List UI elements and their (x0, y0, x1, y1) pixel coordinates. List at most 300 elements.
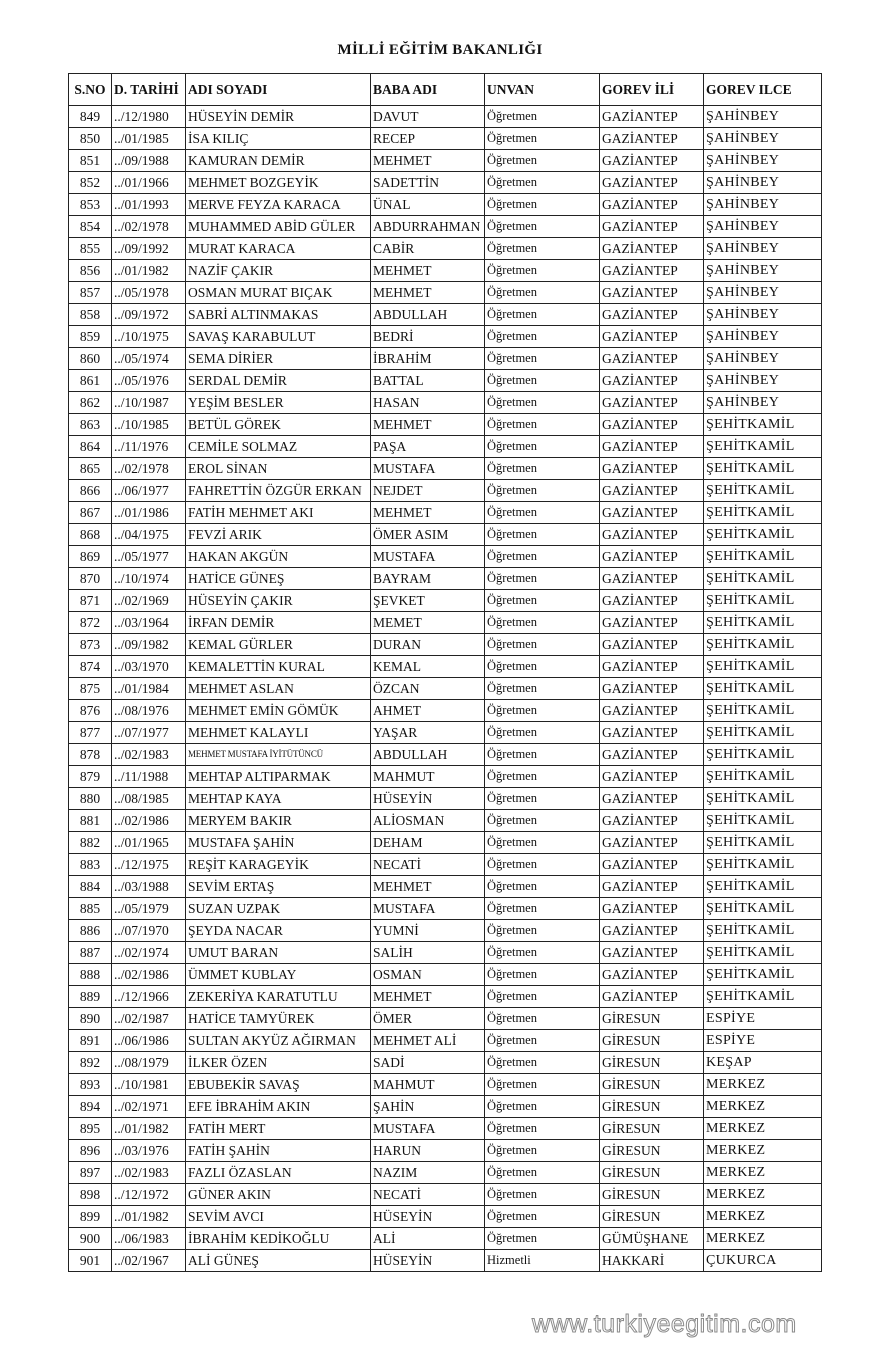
cell-sno: 882 (69, 832, 112, 854)
cell-full-name: MEHMET ASLAN (186, 678, 371, 700)
cell-birth-date: ../11/1976 (112, 436, 186, 458)
column-header-father-name: BABA ADI (371, 74, 485, 106)
cell-title: Öğretmen (485, 348, 600, 370)
cell-full-name: FATİH MEHMET AKI (186, 502, 371, 524)
table-row (69, 986, 822, 1008)
cell-province: GİRESUN (600, 1118, 704, 1140)
table-row (69, 1228, 822, 1250)
cell-sno: 864 (69, 436, 112, 458)
cell-district: ŞAHİNBEY (704, 370, 822, 392)
cell-birth-date: ../02/1978 (112, 216, 186, 238)
cell-full-name: BETÜL GÖREK (186, 414, 371, 436)
cell-province: GAZİANTEP (600, 502, 704, 524)
cell-sno: 860 (69, 348, 112, 370)
cell-full-name: REŞİT KARAGEYİK (186, 854, 371, 876)
cell-sno: 881 (69, 810, 112, 832)
cell-sno: 901 (69, 1250, 112, 1272)
cell-district: ŞAHİNBEY (704, 238, 822, 260)
cell-province: GAZİANTEP (600, 106, 704, 128)
cell-title: Öğretmen (485, 722, 600, 744)
cell-birth-date: ../01/1966 (112, 172, 186, 194)
cell-birth-date: ../11/1988 (112, 766, 186, 788)
cell-birth-date: ../02/1974 (112, 942, 186, 964)
cell-title: Öğretmen (485, 920, 600, 942)
cell-father-name: ABDURRAHMAN (371, 216, 485, 238)
cell-full-name: FATİH MERT (186, 1118, 371, 1140)
cell-district: ESPİYE (704, 1030, 822, 1052)
cell-title: Öğretmen (485, 260, 600, 282)
table-row (69, 898, 822, 920)
cell-title: Öğretmen (485, 216, 600, 238)
cell-birth-date: ../05/1977 (112, 546, 186, 568)
cell-province: GAZİANTEP (600, 898, 704, 920)
cell-full-name: ZEKERİYA KARATUTLU (186, 986, 371, 1008)
cell-title: Öğretmen (485, 392, 600, 414)
cell-province: HAKKARİ (600, 1250, 704, 1272)
cell-sno: 899 (69, 1206, 112, 1228)
cell-district: ŞEHİTKAMİL (704, 502, 822, 524)
table-row (69, 964, 822, 986)
cell-province: GAZİANTEP (600, 700, 704, 722)
cell-district: ŞEHİTKAMİL (704, 590, 822, 612)
cell-province: GAZİANTEP (600, 986, 704, 1008)
table-row (69, 1184, 822, 1206)
cell-title: Öğretmen (485, 876, 600, 898)
cell-full-name: EROL SİNAN (186, 458, 371, 480)
cell-district: ŞEHİTKAMİL (704, 942, 822, 964)
cell-father-name: HÜSEYİN (371, 1206, 485, 1228)
cell-district: ŞEHİTKAMİL (704, 788, 822, 810)
cell-title: Öğretmen (485, 480, 600, 502)
cell-birth-date: ../01/1984 (112, 678, 186, 700)
cell-province: GAZİANTEP (600, 326, 704, 348)
cell-father-name: MEHMET (371, 150, 485, 172)
table-row (69, 634, 822, 656)
cell-title: Öğretmen (485, 810, 600, 832)
table-row (69, 788, 822, 810)
column-header-district: GOREV ILCE (704, 74, 822, 106)
table-row (69, 370, 822, 392)
column-header-birth-date: D. TARİHİ (112, 74, 186, 106)
cell-title: Öğretmen (485, 326, 600, 348)
cell-district: ŞEHİTKAMİL (704, 414, 822, 436)
cell-full-name: MEHMET KALAYLI (186, 722, 371, 744)
cell-district: ŞEHİTKAMİL (704, 678, 822, 700)
cell-province: GAZİANTEP (600, 832, 704, 854)
cell-sno: 857 (69, 282, 112, 304)
cell-birth-date: ../06/1983 (112, 1228, 186, 1250)
cell-birth-date: ../07/1977 (112, 722, 186, 744)
cell-sno: 859 (69, 326, 112, 348)
table-row (69, 458, 822, 480)
cell-full-name: ÜMMET KUBLAY (186, 964, 371, 986)
cell-father-name: ÖZCAN (371, 678, 485, 700)
cell-father-name: ALİOSMAN (371, 810, 485, 832)
cell-father-name: SADETTİN (371, 172, 485, 194)
cell-district: ŞAHİNBEY (704, 106, 822, 128)
cell-title: Öğretmen (485, 1052, 600, 1074)
table-row (69, 1008, 822, 1030)
cell-father-name: ALİ (371, 1228, 485, 1250)
page-title: MİLLİ EĞİTİM BAKANLIĞI (337, 42, 543, 58)
cell-title: Öğretmen (485, 238, 600, 260)
cell-province: GAZİANTEP (600, 546, 704, 568)
cell-province: GİRESUN (600, 1184, 704, 1206)
table-row (69, 414, 822, 436)
cell-full-name: MURAT KARACA (186, 238, 371, 260)
cell-birth-date: ../01/1993 (112, 194, 186, 216)
cell-province: GAZİANTEP (600, 282, 704, 304)
cell-birth-date: ../02/1983 (112, 744, 186, 766)
cell-full-name: MUHAMMED ABİD GÜLER (186, 216, 371, 238)
cell-father-name: YAŞAR (371, 722, 485, 744)
cell-district: ESPİYE (704, 1008, 822, 1030)
cell-father-name: RECEP (371, 128, 485, 150)
cell-father-name: MEHMET (371, 986, 485, 1008)
cell-province: GAZİANTEP (600, 524, 704, 546)
cell-province: GAZİANTEP (600, 744, 704, 766)
table-row (69, 392, 822, 414)
cell-birth-date: ../02/1971 (112, 1096, 186, 1118)
cell-district: ŞEHİTKAMİL (704, 766, 822, 788)
cell-title: Öğretmen (485, 1096, 600, 1118)
cell-birth-date: ../02/1987 (112, 1008, 186, 1030)
cell-sno: 896 (69, 1140, 112, 1162)
cell-full-name: MEHMET EMİN GÖMÜK (186, 700, 371, 722)
cell-father-name: ÜNAL (371, 194, 485, 216)
cell-full-name: SERDAL DEMİR (186, 370, 371, 392)
cell-province: GAZİANTEP (600, 590, 704, 612)
cell-sno: 863 (69, 414, 112, 436)
cell-district: ŞEHİTKAMİL (704, 480, 822, 502)
table-row (69, 172, 822, 194)
cell-title: Öğretmen (485, 414, 600, 436)
cell-province: GAZİANTEP (600, 568, 704, 590)
table-row (69, 326, 822, 348)
cell-title: Öğretmen (485, 634, 600, 656)
cell-sno: 888 (69, 964, 112, 986)
cell-district: ŞAHİNBEY (704, 392, 822, 414)
table-row (69, 1074, 822, 1096)
cell-title: Öğretmen (485, 370, 600, 392)
cell-province: GAZİANTEP (600, 766, 704, 788)
cell-province: GİRESUN (600, 1162, 704, 1184)
cell-sno: 865 (69, 458, 112, 480)
cell-district: ŞEHİTKAMİL (704, 744, 822, 766)
cell-sno: 870 (69, 568, 112, 590)
cell-district: MERKEZ (704, 1118, 822, 1140)
cell-full-name: YEŞİM BESLER (186, 392, 371, 414)
table-row (69, 744, 822, 766)
cell-province: GAZİANTEP (600, 788, 704, 810)
cell-province: GİRESUN (600, 1008, 704, 1030)
table-row (69, 1206, 822, 1228)
cell-father-name: MEHMET (371, 260, 485, 282)
cell-sno: 898 (69, 1184, 112, 1206)
table-body (69, 106, 822, 1272)
cell-birth-date: ../12/1980 (112, 106, 186, 128)
cell-sno: 852 (69, 172, 112, 194)
cell-title: Öğretmen (485, 1008, 600, 1030)
cell-full-name: SABRİ ALTINMAKAS (186, 304, 371, 326)
table-row (69, 920, 822, 942)
table-row (69, 282, 822, 304)
cell-father-name: MEHMET ALİ (371, 1030, 485, 1052)
cell-province: GAZİANTEP (600, 458, 704, 480)
table-row (69, 260, 822, 282)
cell-full-name: GÜNER AKIN (186, 1184, 371, 1206)
cell-sno: 883 (69, 854, 112, 876)
cell-title: Öğretmen (485, 964, 600, 986)
cell-sno: 871 (69, 590, 112, 612)
cell-father-name: DURAN (371, 634, 485, 656)
cell-title: Öğretmen (485, 1184, 600, 1206)
table-row (69, 656, 822, 678)
cell-sno: 875 (69, 678, 112, 700)
cell-father-name: DEHAM (371, 832, 485, 854)
cell-title: Öğretmen (485, 656, 600, 678)
cell-title: Öğretmen (485, 172, 600, 194)
cell-title: Öğretmen (485, 150, 600, 172)
cell-birth-date: ../05/1974 (112, 348, 186, 370)
table-row (69, 766, 822, 788)
table-row (69, 678, 822, 700)
table-row (69, 1052, 822, 1074)
table-row (69, 612, 822, 634)
cell-birth-date: ../01/1982 (112, 260, 186, 282)
cell-sno: 867 (69, 502, 112, 524)
cell-father-name: NECATİ (371, 1184, 485, 1206)
cell-province: GAZİANTEP (600, 942, 704, 964)
cell-district: ŞAHİNBEY (704, 260, 822, 282)
cell-father-name: MUSTAFA (371, 898, 485, 920)
cell-district: MERKEZ (704, 1184, 822, 1206)
cell-father-name: ÖMER ASIM (371, 524, 485, 546)
cell-father-name: ŞAHİN (371, 1096, 485, 1118)
cell-title: Öğretmen (485, 436, 600, 458)
cell-province: GÜMÜŞHANE (600, 1228, 704, 1250)
cell-district: ŞAHİNBEY (704, 326, 822, 348)
cell-title: Öğretmen (485, 942, 600, 964)
cell-district: ŞEHİTKAMİL (704, 832, 822, 854)
cell-province: GİRESUN (600, 1206, 704, 1228)
cell-sno: 862 (69, 392, 112, 414)
cell-full-name: MERYEM BAKIR (186, 810, 371, 832)
cell-sno: 849 (69, 106, 112, 128)
table-row (69, 150, 822, 172)
cell-title: Öğretmen (485, 700, 600, 722)
cell-father-name: MEMET (371, 612, 485, 634)
cell-father-name: PAŞA (371, 436, 485, 458)
cell-birth-date: ../07/1970 (112, 920, 186, 942)
cell-sno: 894 (69, 1096, 112, 1118)
cell-full-name: OSMAN MURAT BIÇAK (186, 282, 371, 304)
cell-sno: 879 (69, 766, 112, 788)
cell-province: GAZİANTEP (600, 854, 704, 876)
cell-sno: 876 (69, 700, 112, 722)
cell-full-name: ALİ GÜNEŞ (186, 1250, 371, 1272)
cell-birth-date: ../10/1981 (112, 1074, 186, 1096)
cell-father-name: HASAN (371, 392, 485, 414)
cell-father-name: HÜSEYİN (371, 788, 485, 810)
cell-title: Öğretmen (485, 1228, 600, 1250)
cell-father-name: NAZIM (371, 1162, 485, 1184)
cell-title: Öğretmen (485, 854, 600, 876)
table-row (69, 942, 822, 964)
cell-sno: 854 (69, 216, 112, 238)
cell-birth-date: ../10/1985 (112, 414, 186, 436)
column-header-province: GOREV İLİ (600, 74, 704, 106)
cell-father-name: ABDULLAH (371, 744, 485, 766)
cell-father-name: DAVUT (371, 106, 485, 128)
assignment-table (68, 73, 822, 1272)
cell-district: ŞAHİNBEY (704, 282, 822, 304)
cell-father-name: MUSTAFA (371, 1118, 485, 1140)
cell-district: ŞAHİNBEY (704, 304, 822, 326)
cell-province: GİRESUN (600, 1096, 704, 1118)
cell-birth-date: ../10/1987 (112, 392, 186, 414)
cell-birth-date: ../05/1979 (112, 898, 186, 920)
cell-father-name: HÜSEYİN (371, 1250, 485, 1272)
cell-district: ŞEHİTKAMİL (704, 458, 822, 480)
table-row (69, 106, 822, 128)
cell-father-name: MEHMET (371, 876, 485, 898)
cell-full-name: SEMA DİRİER (186, 348, 371, 370)
table-row (69, 1096, 822, 1118)
cell-full-name: FAHRETTİN ÖZGÜR ERKAN (186, 480, 371, 502)
cell-birth-date: ../05/1978 (112, 282, 186, 304)
cell-full-name: HATİCE GÜNEŞ (186, 568, 371, 590)
cell-full-name: NAZİF ÇAKIR (186, 260, 371, 282)
column-header-sno: S.NO (69, 74, 112, 106)
cell-father-name: İBRAHİM (371, 348, 485, 370)
cell-sno: 897 (69, 1162, 112, 1184)
cell-birth-date: ../01/1986 (112, 502, 186, 524)
table-row (69, 700, 822, 722)
cell-district: MERKEZ (704, 1140, 822, 1162)
cell-birth-date: ../09/1982 (112, 634, 186, 656)
cell-birth-date: ../12/1975 (112, 854, 186, 876)
cell-birth-date: ../01/1965 (112, 832, 186, 854)
cell-father-name: AHMET (371, 700, 485, 722)
cell-birth-date: ../08/1976 (112, 700, 186, 722)
cell-father-name: ŞEVKET (371, 590, 485, 612)
cell-district: MERKEZ (704, 1162, 822, 1184)
cell-full-name: MEHMET BOZGEYİK (186, 172, 371, 194)
cell-district: ŞEHİTKAMİL (704, 810, 822, 832)
cell-district: ŞEHİTKAMİL (704, 986, 822, 1008)
cell-title: Öğretmen (485, 106, 600, 128)
cell-birth-date: ../06/1977 (112, 480, 186, 502)
cell-birth-date: ../03/1964 (112, 612, 186, 634)
cell-sno: 893 (69, 1074, 112, 1096)
cell-full-name: SEVİM AVCI (186, 1206, 371, 1228)
cell-birth-date: ../08/1979 (112, 1052, 186, 1074)
cell-birth-date: ../04/1975 (112, 524, 186, 546)
cell-sno: 880 (69, 788, 112, 810)
cell-province: GAZİANTEP (600, 392, 704, 414)
cell-sno: 873 (69, 634, 112, 656)
cell-title: Öğretmen (485, 524, 600, 546)
cell-birth-date: ../05/1976 (112, 370, 186, 392)
cell-full-name: EBUBEKİR SAVAŞ (186, 1074, 371, 1096)
cell-province: GAZİANTEP (600, 876, 704, 898)
cell-full-name: FATİH ŞAHİN (186, 1140, 371, 1162)
cell-full-name: İLKER ÖZEN (186, 1052, 371, 1074)
table-row (69, 810, 822, 832)
cell-title: Öğretmen (485, 1206, 600, 1228)
table-row (69, 480, 822, 502)
cell-title: Öğretmen (485, 128, 600, 150)
cell-father-name: BATTAL (371, 370, 485, 392)
cell-father-name: MAHMUT (371, 1074, 485, 1096)
cell-birth-date: ../02/1967 (112, 1250, 186, 1272)
cell-father-name: NEJDET (371, 480, 485, 502)
cell-district: MERKEZ (704, 1228, 822, 1250)
cell-province: GAZİANTEP (600, 480, 704, 502)
cell-sno: 891 (69, 1030, 112, 1052)
cell-title: Öğretmen (485, 898, 600, 920)
cell-sno: 861 (69, 370, 112, 392)
cell-sno: 868 (69, 524, 112, 546)
cell-province: GAZİANTEP (600, 194, 704, 216)
cell-district: MERKEZ (704, 1096, 822, 1118)
cell-full-name: İRFAN DEMİR (186, 612, 371, 634)
cell-sno: 887 (69, 942, 112, 964)
cell-sno: 858 (69, 304, 112, 326)
table-row (69, 524, 822, 546)
cell-title: Öğretmen (485, 546, 600, 568)
table-row (69, 568, 822, 590)
table-row (69, 1140, 822, 1162)
cell-full-name: MEHTAP KAYA (186, 788, 371, 810)
cell-title: Öğretmen (485, 502, 600, 524)
cell-district: MERKEZ (704, 1206, 822, 1228)
cell-father-name: OSMAN (371, 964, 485, 986)
cell-full-name: MEHTAP ALTIPARMAK (186, 766, 371, 788)
cell-father-name: MAHMUT (371, 766, 485, 788)
cell-title: Öğretmen (485, 1140, 600, 1162)
cell-title: Öğretmen (485, 194, 600, 216)
cell-title: Öğretmen (485, 282, 600, 304)
cell-full-name: UMUT BARAN (186, 942, 371, 964)
cell-district: ŞEHİTKAMİL (704, 568, 822, 590)
cell-title: Öğretmen (485, 612, 600, 634)
cell-sno: 890 (69, 1008, 112, 1030)
cell-sno: 892 (69, 1052, 112, 1074)
cell-district: ŞEHİTKAMİL (704, 612, 822, 634)
cell-birth-date: ../10/1974 (112, 568, 186, 590)
cell-birth-date: ../09/1988 (112, 150, 186, 172)
cell-birth-date: ../12/1972 (112, 1184, 186, 1206)
cell-sno: 853 (69, 194, 112, 216)
cell-birth-date: ../09/1992 (112, 238, 186, 260)
cell-sno: 886 (69, 920, 112, 942)
cell-province: GAZİANTEP (600, 634, 704, 656)
cell-full-name: MERVE FEYZA KARACA (186, 194, 371, 216)
cell-father-name: ABDULLAH (371, 304, 485, 326)
cell-birth-date: ../03/1970 (112, 656, 186, 678)
cell-birth-date: ../12/1966 (112, 986, 186, 1008)
table-row (69, 128, 822, 150)
cell-province: GİRESUN (600, 1074, 704, 1096)
cell-full-name: SULTAN AKYÜZ AĞIRMAN (186, 1030, 371, 1052)
cell-district: ŞEHİTKAMİL (704, 854, 822, 876)
cell-title: Öğretmen (485, 1118, 600, 1140)
column-header-title: UNVAN (485, 74, 600, 106)
cell-district: ŞEHİTKAMİL (704, 876, 822, 898)
cell-title: Öğretmen (485, 788, 600, 810)
